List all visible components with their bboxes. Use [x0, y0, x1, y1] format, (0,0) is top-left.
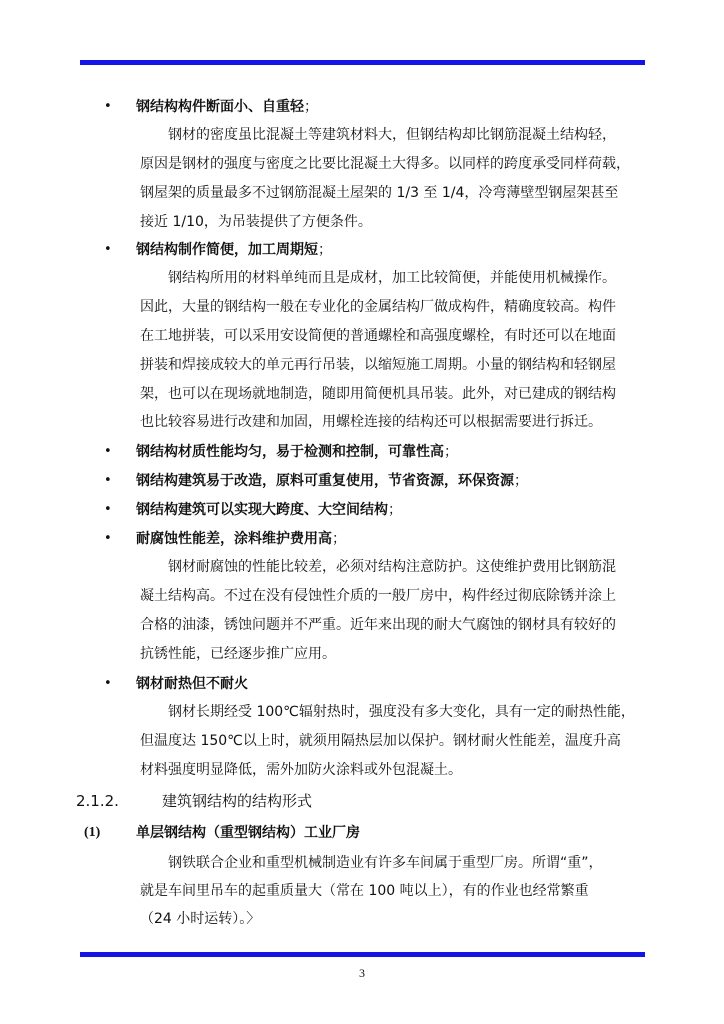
paragraph-line: 钢材耐腐蚀的性能比较差，必须对结构注意防护。这使维护费用比钢筋混 — [168, 559, 616, 575]
bullet-icon: • — [104, 99, 112, 114]
paragraph-line: 钢结构所用的材料单纯而且是成材，加工比较简便，并能使用机械操作。 — [168, 270, 616, 286]
paragraph-line: （24 小时运转）。〉 — [140, 911, 261, 927]
paragraph-line: 钢材的密度虽比混凝土等建筑材料大，但钢结构却比钢筋混凝土结构轻， — [168, 127, 616, 143]
paragraph-line: 钢屋架的质量最多不过钢筋混凝土屋架的 1/3 至 1/4，冷弯薄壁型钢屋架甚至 — [140, 185, 619, 201]
bullet-icon: • — [104, 676, 112, 691]
bullet-icon: • — [104, 502, 112, 517]
header-rule — [80, 60, 645, 65]
paragraph-line: 钢材长期经受 100℃辐射热时，强度没有多大变化，具有一定的耐热性能， — [168, 704, 635, 720]
paragraph-line: 因此，大量的钢结构一般在专业化的金属结构厂做成构件，精确度较高。构件 — [140, 299, 616, 315]
paragraph-line: 拼装和焊接成较大的单元再行吊装，以缩短施工周期。小量的钢结构和轻钢屋 — [140, 357, 616, 373]
paragraph-line: 抗锈性能，已经逐步推广应用。 — [140, 646, 336, 662]
footer-rule — [80, 952, 645, 957]
paragraph-line: 架，也可以在现场就地制造，随即用简便机具吊装。此外，对已建成的钢结构 — [140, 386, 616, 402]
paragraph-line: 就是车间里吊车的起重质量大（常在 100 吨以上），有的作业也经常繁重 — [140, 883, 589, 899]
page-number: 3 — [359, 966, 365, 980]
subsection-number: (1) — [84, 825, 101, 840]
bullet-heading: 钢结构材质性能均匀，易于检测和控制，可靠性高； — [136, 444, 458, 460]
section-title: 建筑钢结构的结构形式 — [162, 792, 313, 810]
paragraph-line: 钢铁联合企业和重型机械制造业有许多车间属于重型厂房。所谓“重”， — [168, 855, 603, 871]
paragraph-line: 凝土结构高。不过在没有侵蚀性介质的一般厂房中，构件经过彻底除锈并涂上 — [140, 588, 616, 604]
bullet-heading: 钢结构建筑易于改造，原料可重复使用，节省资源，环保资源； — [136, 473, 528, 489]
bullet-heading: 钢材耐热但不耐火 — [136, 676, 248, 692]
paragraph-line: 但温度达 150℃以上时，就须用隔热层加以保护。钢材耐火性能差，温度升高 — [140, 733, 621, 749]
bullet-heading: 钢结构构件断面小、自重轻； — [136, 99, 318, 115]
paragraph-line: 在工地拼装，可以采用安设简便的普通螺栓和高强度螺栓，有时还可以在地面 — [140, 328, 616, 344]
bullet-heading: 耐腐蚀性能差，涂料维护费用高； — [136, 531, 346, 547]
section-number: 2.1.2. — [76, 792, 119, 810]
bullet-heading: 钢结构制作简便，加工周期短； — [136, 242, 332, 258]
paragraph-line: 接近 1/10，为吊装提供了方便条件。 — [140, 214, 372, 230]
bullet-icon: • — [104, 444, 112, 459]
paragraph-line: 原因是钢材的强度与密度之比要比混凝土大得多。以同样的跨度承受同样荷载， — [140, 156, 630, 172]
paragraph-line: 材料强度明显降低，需外加防火涂料或外包混凝土。 — [140, 762, 462, 778]
bullet-heading: 钢结构建筑可以实现大跨度、大空间结构； — [136, 502, 402, 518]
bullet-icon: • — [104, 242, 112, 257]
bullet-icon: • — [104, 531, 112, 546]
paragraph-line: 合格的油漆，锈蚀问题并不严重。近年来出现的耐大气腐蚀的钢材具有较好的 — [140, 617, 616, 633]
paragraph-line: 也比较容易进行改建和加固，用螺栓连接的结构还可以根据需要进行拆迁。 — [140, 414, 602, 430]
section-heading — [76, 790, 312, 812]
bullet-icon: • — [104, 473, 112, 488]
subsection-title: 单层钢结构（重型钢结构）工业厂房 — [136, 825, 360, 841]
